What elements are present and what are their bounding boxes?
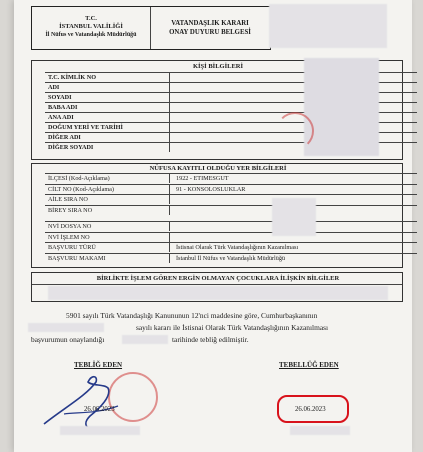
header-box	[31, 6, 271, 50]
personal-field-label: SOYADI	[48, 94, 72, 101]
personal-field-label: DİĞER ADI	[48, 134, 81, 141]
registry-field-label: BİREY SIRA NO	[48, 206, 93, 214]
children-title: BİRLİKTE İŞLEM GÖREN ERGİN OLMAYAN ÇOCUKLARA İLİŞKİN BİLGİLER	[96, 275, 340, 282]
body-line-3a: başvurumun onaylandığı	[31, 335, 105, 344]
issuer-line-1: T.C.	[85, 15, 97, 22]
registry-field-label: NVİ İŞLEM NO	[48, 233, 90, 241]
registry-field-value: İstanbul İl Nüfus ve Vatandaşlık Müdürlüğü	[176, 254, 286, 262]
registry-title: NÜFUSA KAYITLI OLDUĞU YER BİLGİLERİ	[149, 165, 287, 172]
personal-field-label: BABA ADI	[48, 104, 78, 111]
redacted-photo	[269, 4, 387, 48]
registry-field-label: BAŞVURU TÜRÜ	[48, 244, 96, 251]
recipient-date: 26.06.2023	[295, 406, 326, 413]
redacted-portrait	[304, 58, 379, 156]
registry-row	[45, 184, 417, 194]
registry-field-label: AİLE SIRA NO	[48, 196, 88, 203]
registry-field-label: CİLT NO (Kod-Açıklama)	[48, 185, 114, 193]
registry-field-value: İstisnai Olarak Türk Vatandaşlığının Kazanılması	[176, 244, 299, 251]
issuer-block	[32, 15, 150, 39]
personal-field-label: ADI	[48, 84, 60, 91]
registry-row	[45, 205, 417, 215]
registry-field-label: NVİ DOSYA NO	[48, 223, 92, 230]
registry-row	[45, 221, 417, 231]
official-stamp-top	[276, 112, 314, 150]
notifier-date: 26.06.2023	[84, 406, 115, 413]
registry-field-label: BAŞVURU MAKAMI	[48, 254, 106, 262]
registry-row	[45, 194, 417, 204]
body-line-2: sayılı kararı ile İstisnai Olarak Türk Vatandaşlığının Kazanılması	[136, 323, 329, 332]
highlight-circle	[277, 395, 349, 423]
registry-row	[45, 242, 417, 252]
registry-field-value: 1922 - ETIMESGUT	[176, 175, 229, 182]
redacted-children-info	[48, 286, 388, 300]
personal-field-label: ANA ADI	[48, 114, 74, 121]
redacted-notify-date	[122, 335, 168, 344]
registry-field-label: İLÇESİ (Kod-Açıklama)	[48, 175, 110, 182]
issuer-line-3: İl Nüfus ve Vatandaşlık Müdürlüğü	[45, 32, 137, 38]
registry-field-value: 91 - KONSOLOSLUKLAR	[176, 185, 246, 193]
document-title-line-2: ONAY DUYURU BELGESİ	[169, 29, 251, 36]
personal-field-label: DİĞER SOYADI	[48, 144, 94, 151]
redacted-block	[272, 198, 316, 236]
document-title-line-1: VATANDAŞLIK KARARI	[171, 20, 249, 27]
redacted-notifier-name	[60, 426, 140, 435]
registry-row	[45, 253, 417, 263]
children-table	[31, 272, 403, 302]
body-line-1: 5901 sayılı Türk Vatandaşlığı Kanununun 12'nci maddesine göre, Cumhurbaşkanının	[66, 311, 318, 320]
issuer-line-2: İSTANBUL VALİLİĞİ	[59, 23, 123, 30]
body-line-3b: tarihinde tebliğ edilmiştir.	[172, 335, 249, 344]
personal-field-label: T.C. KİMLİK NO	[48, 74, 97, 81]
registry-row	[45, 232, 417, 242]
recipient-title: TEBELLÜĞ EDEN	[279, 361, 339, 369]
personal-field-label: DOĞUM YERİ VE TARİHİ	[48, 124, 123, 131]
personal-info-title: KİŞİ BİLGİLERİ	[192, 63, 244, 70]
registry-row	[45, 173, 417, 183]
document-title	[150, 19, 270, 37]
notifier-title: TEBLİĞ EDEN	[74, 361, 123, 369]
document-page	[14, 0, 412, 452]
redacted-recipient-name	[290, 426, 350, 435]
redacted-date	[28, 323, 104, 332]
